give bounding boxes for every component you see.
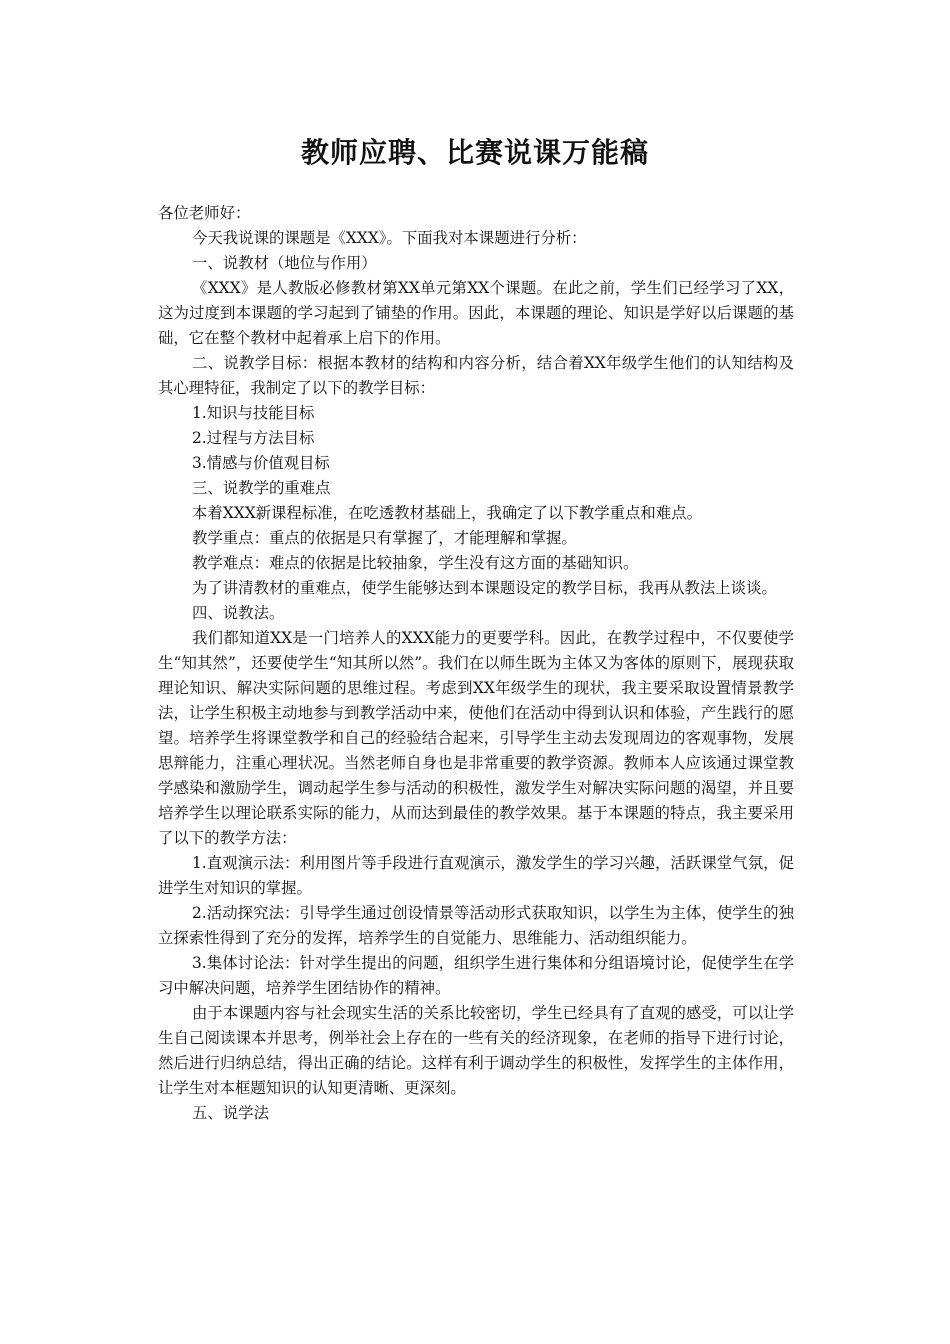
method-item: 2.活动探究法：引导学生通过创设情景等活动形式获取知识，以学生为主体，使学生的独立探索性得到了充分的发挥，培养学生的自觉能力、思维能力、活动组织能力。 xyxy=(158,904,794,947)
document-title: 教师应聘、比赛说课万能稿 xyxy=(300,136,649,169)
body-paragraph: 本着XXX新课程标准，在吃透教材基础上，我确定了以下教学重点和难点。 xyxy=(192,504,702,522)
body-paragraph: 由于本课题内容与社会现实生活的关系比较密切，学生已经具有了直观的感受，可以让学生自己阅读课本并思考，例举社会上存在的一些有关的经济现象，在老师的指导下进行讨论，然后进行归纳总结，得出正确的结论。这样有利于调动学生的积极性，发挥学生的主体作用，让学生对本框题知识的认知更清晰、更深刻。 xyxy=(158,1004,794,1097)
body-paragraph: 《XXX》是人教版必修教材第XX单元第XX个课题。在此之前，学生们已经学习了XX，这为过度到本课题的学习起到了铺垫的作用。因此，本课题的理论、知识是学好以后课题的基础，它在整个教材中起着承上启下的作用。 xyxy=(158,279,794,347)
section-heading-teaching-methods: 四、说教法。 xyxy=(192,604,285,622)
greeting-paragraph: 各位老师好： xyxy=(158,204,251,222)
method-item: 3.集体讨论法：针对学生提出的问题，组织学生进行集体和分组语境讨论，促使学生在学习中解决问题，培养学生团结协作的精神。 xyxy=(158,954,794,997)
objective-item: 2.过程与方法目标 xyxy=(192,429,315,447)
difficult-point-paragraph: 教学难点：难点的依据是比较抽象，学生没有这方面的基础知识。 xyxy=(192,554,639,572)
objective-item: 3.情感与价值观目标 xyxy=(192,454,330,472)
key-point-paragraph: 教学重点：重点的依据是只有掌握了，才能理解和掌握。 xyxy=(192,529,577,547)
method-item: 1.直观演示法：利用图片等手段进行直观演示，激发学生的学习兴趣，活跃课堂气氛，促进学生对知识的掌握。 xyxy=(158,854,794,897)
intro-paragraph: 今天我说课的课题是《XXX》。下面我对本课题进行分析： xyxy=(192,229,587,247)
section-heading-teaching-material: 一、说教材（地位与作用） xyxy=(192,254,377,272)
section-heading-teaching-objectives: 二、说教学目标：根据本教材的结构和内容分析，结合着XX年级学生他们的认知结构及其心理特征，我制定了以下的教学目标： xyxy=(158,354,794,397)
section-heading-learning-methods: 五、说学法 xyxy=(192,1104,269,1122)
document-body xyxy=(158,201,794,1126)
section-heading-key-difficult-points: 三、说教学的重难点 xyxy=(192,479,331,497)
body-paragraph: 我们都知道XX是一门培养人的XXX能力的更要学科。因此，在教学过程中，不仅要使学生“知其然”，还要使学生“知其所以然”。我们在以师生既为主体又为客体的原则下，展现获取理论知识、解决实际问题的思维过程。考虑到XX年级学生的现状，我主要采取设置情景教学法，让学生积极主动地参与到教学活动中来，使他们在活动中得到认识和体验，产生践行的愿望。培养学生将课堂教学和自己的经验结合起来，引导学生主动去发现周边的客观事物，发展思辩能力，注重心理状况。当然老师自身也是非常重要的教学资源。教师本人应该通过课堂教学感染和激励学生，调动起学生参与活动的积极性，激发学生对解决实际问题的渴望，并且要培养学生以理论联系实际的能力，从而达到最佳的教学效果。基于本课题的特点，我主要采用了以下的教学方法： xyxy=(158,629,794,847)
objective-item: 1.知识与技能目标 xyxy=(192,404,315,422)
body-paragraph: 为了讲清教材的重难点，使学生能够达到本课题设定的教学目标，我再从教法上谈谈。 xyxy=(192,579,777,597)
